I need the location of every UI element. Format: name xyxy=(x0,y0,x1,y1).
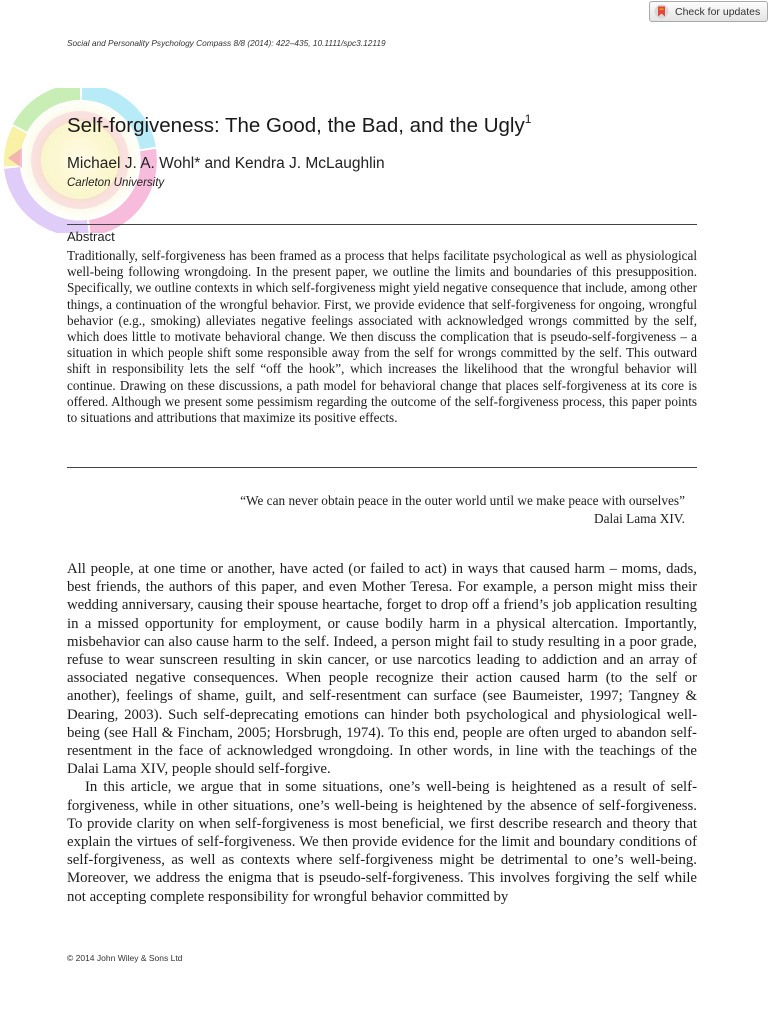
abstract-bottom-rule xyxy=(67,467,697,468)
epigraph-attribution: Dalai Lama XIV. xyxy=(594,510,685,526)
article-title xyxy=(67,112,531,138)
epigraph-quote: “We can never obtain peace in the outer world until we make peace with ourselves” xyxy=(240,493,685,508)
article-authors: Michael J. A. Wohl* and Kendra J. McLaughlin xyxy=(67,155,385,172)
journal-citation: Social and Personality Psychology Compass 8/8 (2014): 422–435, 10.1111/spc3.12119 xyxy=(67,38,386,48)
crossmark-icon xyxy=(654,4,669,19)
body-paragraph-2: In this article, we argue that in some situations, one’s well-being is heightened as a result of self-forgiveness, while in other situations, one’s well-being is heightened by the absence of self-forgiveness. To provide clarity on when self-forgiveness is most beneficial, we first describe research and theory that explain the virtues of self-forgiveness. We then provide evidence for the limit and boundary conditions of self-forgiveness, as well as contexts where self-forgiveness might be detrimental to one’s well-being. Moreover, we address the enigma that is pseudo-self-forgiveness. This involves forgiving the self while not accepting complete responsibility for wrongful behavior committed by xyxy=(67,779,697,905)
abstract-heading: Abstract xyxy=(67,229,115,244)
check-for-updates-label: Check for updates xyxy=(675,5,761,18)
abstract-top-rule xyxy=(67,224,697,225)
article-body xyxy=(67,560,697,906)
author-affiliation: Carleton University xyxy=(67,177,165,189)
body-paragraph-1: All people, at one time or another, have acted (or failed to act) in ways that caused harm – moms, dads, best friends, the authors of this paper, and even Mother Teresa. For example, a person might miss their wedding anniversary, causing their spouse heartache, forget to drop off a friend’s job application resulting in a missed opportunity for employment, or cause bodily harm in a physical altercation. Importantly, misbehavior can also cause harm to the self. Indeed, a person might fail to study resulting in a poor grade, refuse to wear sunscreen resulting in skin cancer, or use narcotics leading to addiction and an array of associated negative consequences. When people recognize their action caused harm (to the self or another), feelings of shame, guilt, and self-resentment can surface (see Baumeister, 1997; Tangney & Dearing, 2003). Such self-deprecating emotions can hinder both psychological and physiological well-being (see Hall & Fincham, 2005; Horsbrugh, 1974). To this end, people are often urged to abandon self-resentment in the face of acknowledged wrongdoing. In other words, in line with the teachings of the Dalai Lama XIV, people should self-forgive. xyxy=(67,561,697,778)
article-title-text: Self-forgiveness: The Good, the Bad, and the Ugly xyxy=(67,114,525,137)
abstract-text: Traditionally, self-forgiveness has been framed as a process that helps facilitate psychological as well as physiological well-being following wrongdoing. In the present paper, we outline the limits and boundaries of this presupposition. Specifically, we outline contexts in which self-forgiveness might yield negative consequence that include, among other things, a continuation of the wrongful behavior. First, we provide evidence that self-forgiveness for ongoing, wrongful behavior (e.g., smoking) alleviates negative feelings associated with acknowledged wrongs committed by the self, which does little to motivate behavioral change. We then discuss the complication that is pseudo-self-forgiveness – a situation in which people shift some responsible away from the self for wrongs committed by the self. This outward shift in responsibility lets the self “off the hook”, which increases the likelihood that the wrongful behavior will continue. Drawing on these discussions, a path model for behavioral change that places self-forgiveness at its core is offered. Although we present some pessimism regarding the outcome of the self-forgiveness process, this paper points to situations and attributions that maximize its positive effects. xyxy=(67,248,697,426)
copyright-notice: © 2014 John Wiley & Sons Ltd xyxy=(67,953,183,963)
epigraph xyxy=(150,492,685,527)
title-footnote-marker[interactable]: 1 xyxy=(524,112,532,126)
check-for-updates-button[interactable] xyxy=(649,1,768,22)
